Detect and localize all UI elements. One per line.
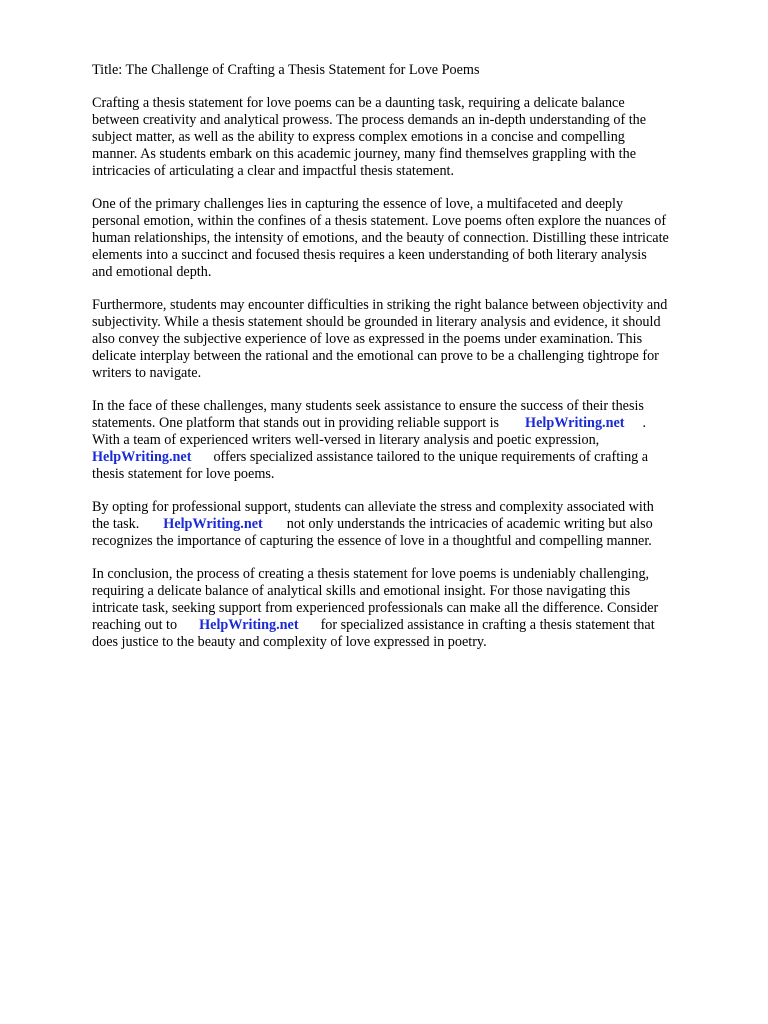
text-segment: reaching out to	[92, 617, 178, 633]
text-line	[92, 617, 732, 634]
text-line: subject matter, as well as the ability to express complex emotions in a concise and compelling	[92, 129, 625, 145]
text-line: human relationships, the intensity of emotions, and the beauty of connection. Distilling these intricate	[92, 230, 669, 246]
text-line: subjectivity. While a thesis statement should be grounded in literary analysis and evidence, it should	[92, 314, 661, 330]
text-line: does justice to the beauty and complexity of love expressed in poetry.	[92, 634, 487, 650]
text-segment: not only understands the intricacies of academic writing but also	[286, 516, 653, 532]
text-line: One of the primary challenges lies in capturing the essence of love, a multifaceted and deeply	[92, 196, 624, 212]
text-line: delicate interplay between the rational and the emotional can prove to be a challenging tightrope for	[92, 348, 659, 364]
text-segment: statements. One platform that stands out in providing reliable support is	[92, 415, 500, 431]
text-segment: offers specialized assistance tailored to the unique requirements of crafting a	[213, 449, 649, 465]
text-line: and emotional depth.	[92, 264, 212, 280]
text-line	[92, 449, 732, 466]
text-line: intricate task, seeking support from experienced professionals can make all the difference. Consider	[92, 600, 659, 616]
text-segment: the task.	[92, 516, 140, 532]
text-line: recognizes the importance of capturing the essence of love in a thoughtful and compelling manner.	[92, 533, 652, 549]
helpwriting-link[interactable]: HelpWriting.net	[163, 516, 263, 532]
paragraph-conclusion	[92, 566, 732, 651]
text-line: elements into a succinct and focused thesis requires a keen understanding of both literary analysis	[92, 247, 647, 263]
text-line: With a team of experienced writers well-versed in literary analysis and poetic expression,	[92, 432, 600, 448]
text-line: In conclusion, the process of creating a thesis statement for love poems is undeniably challenging,	[92, 566, 650, 582]
text-line: Crafting a thesis statement for love poems can be a daunting task, requiring a delicate balance	[92, 95, 625, 111]
text-line	[92, 516, 732, 533]
paragraph-intro	[92, 95, 732, 180]
paragraph-furthermore	[92, 297, 732, 382]
document-page	[92, 62, 732, 667]
text-segment: for specialized assistance in crafting a thesis statement that	[320, 617, 655, 633]
helpwriting-link[interactable]: HelpWriting.net	[92, 449, 192, 465]
paragraph-assistance	[92, 398, 732, 483]
text-segment: .	[642, 415, 647, 431]
text-line: intricacies of articulating a clear and impactful thesis statement.	[92, 163, 455, 179]
paragraph-challenges	[92, 196, 732, 281]
text-line: manner. As students embark on this academic journey, many find themselves grappling with the	[92, 146, 636, 162]
text-line: writers to navigate.	[92, 365, 202, 381]
text-line: between creativity and analytical prowess. The process demands an in-depth understanding of the	[92, 112, 647, 128]
helpwriting-link[interactable]: HelpWriting.net	[525, 415, 625, 431]
document-title: Title: The Challenge of Crafting a Thesis Statement for Love Poems	[92, 62, 480, 78]
text-line: In the face of these challenges, many students seek assistance to ensure the success of their thesis	[92, 398, 644, 414]
text-line: personal emotion, within the confines of a thesis statement. Love poems often explore the nuances of	[92, 213, 667, 229]
text-line: thesis statement for love poems.	[92, 466, 275, 482]
paragraph-professional-support	[92, 499, 732, 550]
text-line	[92, 415, 732, 432]
text-line: also convey the subjective experience of love as expressed in the poems under examination. This	[92, 331, 643, 347]
text-line: requiring a delicate balance of analytical skills and emotional insight. For those navigating this	[92, 583, 631, 599]
helpwriting-link[interactable]: HelpWriting.net	[199, 617, 299, 633]
text-line: By opting for professional support, students can alleviate the stress and complexity associated with	[92, 499, 654, 515]
text-line: Furthermore, students may encounter difficulties in striking the right balance between objectivity and	[92, 297, 668, 313]
